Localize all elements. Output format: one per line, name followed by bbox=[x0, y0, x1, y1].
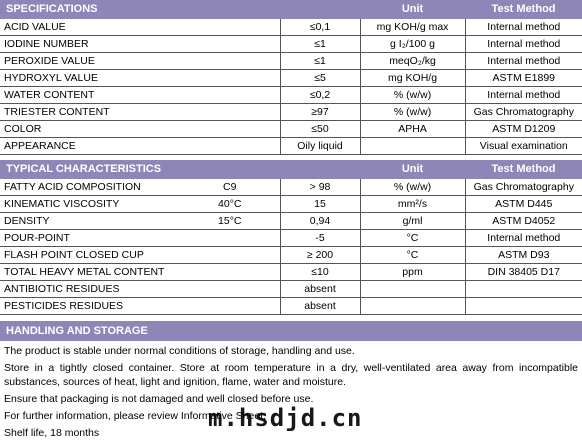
specifications-title: SPECIFICATIONS bbox=[0, 0, 360, 19]
parameter-name: FLASH POINT CLOSED CUP bbox=[0, 247, 180, 264]
parameter-value: absent bbox=[280, 281, 360, 298]
typical-characteristics-body bbox=[0, 179, 582, 315]
parameter-value: ≥ 200 bbox=[280, 247, 360, 264]
parameter-name: HYDROXYL VALUE bbox=[0, 70, 280, 87]
parameter-unit: mm²/s bbox=[360, 196, 465, 213]
parameter-name: APPEARANCE bbox=[0, 138, 280, 155]
typical-row bbox=[0, 179, 582, 196]
handling-storage-title: HANDLING AND STORAGE bbox=[0, 321, 582, 341]
typical-row bbox=[0, 213, 582, 230]
parameter-value: 15 bbox=[280, 196, 360, 213]
parameter-unit bbox=[360, 281, 465, 298]
spec-row bbox=[0, 36, 582, 53]
parameter-unit: % (w/w) bbox=[360, 87, 465, 104]
parameter-value: ≤10 bbox=[280, 264, 360, 281]
parameter-unit: APHA bbox=[360, 121, 465, 138]
parameter-name: IODINE NUMBER bbox=[0, 36, 280, 53]
parameter-unit: ppm bbox=[360, 264, 465, 281]
parameter-name: KINEMATIC VISCOSITY bbox=[0, 196, 180, 213]
parameter-value: > 98 bbox=[280, 179, 360, 196]
parameter-method: ASTM E1899 bbox=[465, 70, 582, 87]
parameter-value: Oily liquid bbox=[280, 138, 360, 155]
spec-row bbox=[0, 138, 582, 155]
parameter-method: Internal method bbox=[465, 19, 582, 36]
parameter-value: ≤50 bbox=[280, 121, 360, 138]
parameter-value: 0,94 bbox=[280, 213, 360, 230]
parameter-value: ≤0,1 bbox=[280, 19, 360, 36]
parameter-name: ANTIBIOTIC RESIDUES bbox=[0, 281, 180, 298]
parameter-condition bbox=[180, 264, 280, 281]
parameter-unit: mg KOH/g max bbox=[360, 19, 465, 36]
parameter-condition: C9 bbox=[180, 179, 280, 196]
parameter-method bbox=[465, 281, 582, 298]
typical-characteristics-table bbox=[0, 160, 582, 315]
parameter-condition bbox=[180, 230, 280, 247]
parameter-unit: g/ml bbox=[360, 213, 465, 230]
parameter-method: ASTM D445 bbox=[465, 196, 582, 213]
parameter-value: ≤1 bbox=[280, 53, 360, 70]
typical-row bbox=[0, 196, 582, 213]
spec-row bbox=[0, 87, 582, 104]
parameter-condition: 40°C bbox=[180, 196, 280, 213]
parameter-method: DIN 38405 D17 bbox=[465, 264, 582, 281]
specifications-table bbox=[0, 0, 582, 155]
spec-row bbox=[0, 53, 582, 70]
parameter-condition bbox=[180, 281, 280, 298]
typical-row bbox=[0, 230, 582, 247]
parameter-unit bbox=[360, 138, 465, 155]
parameter-method bbox=[465, 298, 582, 315]
unit-header: Unit bbox=[360, 0, 465, 19]
parameter-method: ASTM D4052 bbox=[465, 213, 582, 230]
handling-paragraph: The product is stable under normal conditions of storage, handling and use. bbox=[4, 345, 355, 357]
parameter-value: ≥97 bbox=[280, 104, 360, 121]
parameter-unit: % (w/w) bbox=[360, 104, 465, 121]
spec-row bbox=[0, 19, 582, 36]
parameter-name: COLOR bbox=[0, 121, 280, 138]
parameter-name: POUR-POINT bbox=[0, 230, 180, 247]
parameter-name: WATER CONTENT bbox=[0, 87, 280, 104]
parameter-name: PESTICIDES RESIDUES bbox=[0, 298, 180, 315]
parameter-method: Internal method bbox=[465, 230, 582, 247]
parameter-condition bbox=[180, 298, 280, 315]
parameter-method: Gas Chromatography bbox=[465, 104, 582, 121]
parameter-name: PEROXIDE VALUE bbox=[0, 53, 280, 70]
typical-characteristics-header bbox=[0, 160, 582, 179]
parameter-value: ≤1 bbox=[280, 36, 360, 53]
parameter-method: Internal method bbox=[465, 36, 582, 53]
parameter-value: ≤0,2 bbox=[280, 87, 360, 104]
handling-paragraph: Shelf life, 18 months bbox=[4, 427, 100, 439]
parameter-name: TOTAL HEAVY METAL CONTENT bbox=[0, 264, 180, 281]
parameter-name: DENSITY bbox=[0, 213, 180, 230]
parameter-value: -5 bbox=[280, 230, 360, 247]
test-method-header: Test Method bbox=[465, 160, 582, 179]
typical-row bbox=[0, 281, 582, 298]
typical-row bbox=[0, 264, 582, 281]
parameter-method: Gas Chromatography bbox=[465, 179, 582, 196]
parameter-name: TRIESTER CONTENT bbox=[0, 104, 280, 121]
parameter-unit: meqO₂/kg bbox=[360, 53, 465, 70]
parameter-method: ASTM D93 bbox=[465, 247, 582, 264]
handling-paragraph: For further information, please review Informative Sheet. bbox=[4, 410, 267, 422]
parameter-unit: % (w/w) bbox=[360, 179, 465, 196]
parameter-method: Internal method bbox=[465, 87, 582, 104]
specifications-body bbox=[0, 19, 582, 155]
handling-paragraph: Store in a tightly closed container. Store at room temperature in a dry, well-ventilated area away from incompatible substances, sources of heat, light and ignition, flame, water and moisture. bbox=[4, 362, 578, 388]
watermark: m.hsdjd.cn bbox=[208, 404, 363, 432]
parameter-unit: mg KOH/g bbox=[360, 70, 465, 87]
parameter-condition bbox=[180, 247, 280, 264]
parameter-method: Internal method bbox=[465, 53, 582, 70]
test-method-header: Test Method bbox=[465, 0, 582, 19]
parameter-value: ≤5 bbox=[280, 70, 360, 87]
parameter-condition: 15°C bbox=[180, 213, 280, 230]
parameter-method: ASTM D1209 bbox=[465, 121, 582, 138]
spec-row bbox=[0, 121, 582, 138]
typical-characteristics-title: TYPICAL CHARACTERISTICS bbox=[0, 160, 360, 179]
parameter-name: ACID VALUE bbox=[0, 19, 280, 36]
typical-row bbox=[0, 298, 582, 315]
parameter-name: FATTY ACID COMPOSITION bbox=[0, 179, 180, 196]
spec-row bbox=[0, 70, 582, 87]
unit-header: Unit bbox=[360, 160, 465, 179]
parameter-method: Visual examination bbox=[465, 138, 582, 155]
parameter-value: absent bbox=[280, 298, 360, 315]
parameter-unit bbox=[360, 298, 465, 315]
typical-row bbox=[0, 247, 582, 264]
parameter-unit: °C bbox=[360, 230, 465, 247]
parameter-unit: °C bbox=[360, 247, 465, 264]
parameter-unit: g I₂/100 g bbox=[360, 36, 465, 53]
specifications-header bbox=[0, 0, 582, 19]
spec-row bbox=[0, 104, 582, 121]
handling-paragraph: Ensure that packaging is not damaged and well closed before use. bbox=[4, 393, 314, 405]
